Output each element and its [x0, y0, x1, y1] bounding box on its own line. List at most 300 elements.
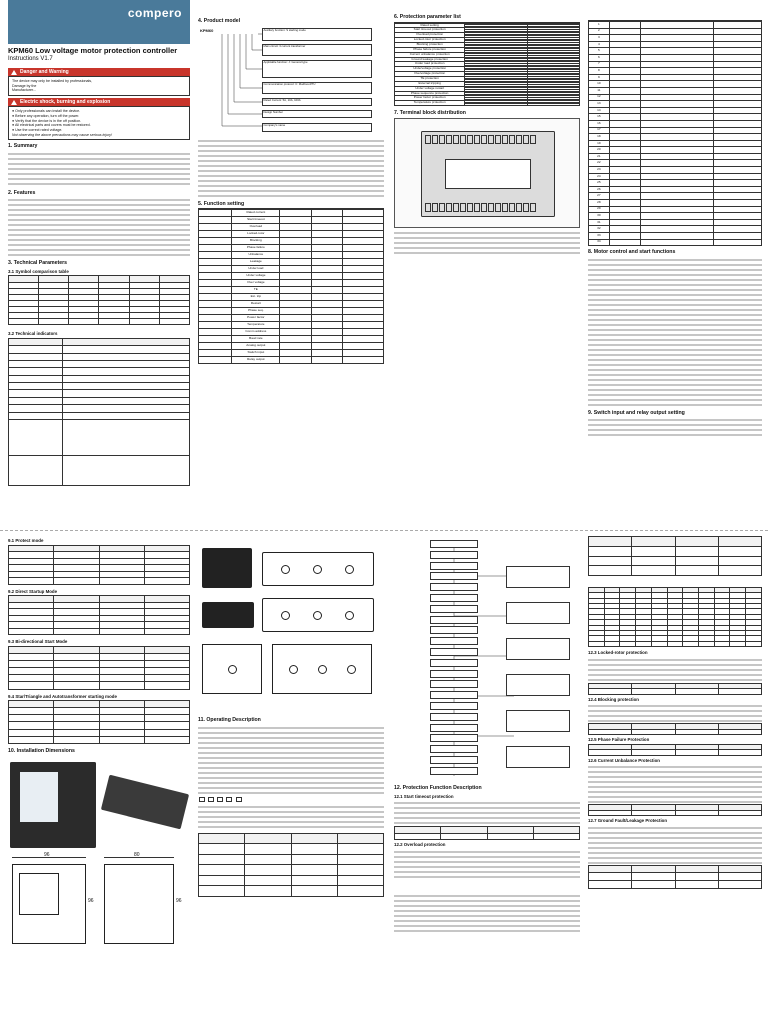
- table-row: [589, 48, 762, 55]
- terminal-screw: [446, 203, 452, 212]
- locked-rotor-text: [588, 657, 762, 683]
- table-row: [589, 153, 762, 160]
- table-row: [199, 252, 384, 259]
- model-label: Applicable function: J: General type: [262, 60, 372, 78]
- terminal-notes-text: [394, 230, 580, 256]
- danger-line: The device may only be installed by professionals,: [12, 79, 93, 84]
- flow-step-box: [430, 540, 478, 548]
- motor-control-text: [588, 257, 762, 407]
- param-row-label: Ground leakage protection: [395, 57, 465, 62]
- installation-dimensions-figure: [8, 756, 190, 956]
- document-title: KPM60 Low voltage motor protection controller: [8, 46, 178, 55]
- param-row-label: External tripping: [395, 81, 465, 86]
- blocking-heading: 12.4 Blocking protection: [588, 696, 639, 702]
- terminal-screw: [530, 203, 536, 212]
- meaning-row-number: 31: [589, 219, 610, 226]
- function-row-label: Leakage: [232, 259, 280, 266]
- flow-step-box: [430, 756, 478, 764]
- electric-line: ● All electrical parts and covers must be restored.: [12, 123, 91, 128]
- flow-step-box: [430, 562, 478, 570]
- section-features-heading: 2. Features: [8, 189, 36, 196]
- meaning-row-number: 34: [589, 239, 610, 246]
- meaning-row-number: 27: [589, 193, 610, 200]
- table-row: [199, 315, 384, 322]
- terminal-screw: [495, 135, 501, 144]
- table-row: [589, 140, 762, 147]
- danger-line: Manufacturer...: [12, 88, 36, 93]
- page-divider: [0, 530, 768, 531]
- terminal-screw: [509, 135, 515, 144]
- electric-line: ● Before any operation, turn off the power.: [12, 114, 80, 119]
- param-row-label: Under load protection: [395, 62, 465, 67]
- front-window-outline: [19, 873, 59, 915]
- ct-photo-2: [202, 602, 254, 628]
- section-motor-control-heading: 8. Motor control and start functions: [588, 249, 676, 256]
- section-terminal-heading: 7. Terminal block distribution: [394, 110, 466, 117]
- meaning-row-number: 2: [589, 28, 610, 35]
- terminal-screw: [523, 135, 529, 144]
- table-row: [589, 180, 762, 187]
- param-row-label: Temperature protection: [395, 101, 465, 106]
- flow-step-box: [430, 691, 478, 699]
- table-row: [589, 74, 762, 81]
- document-subtitle: Instructions V1.7: [8, 56, 53, 63]
- table-row: [199, 266, 384, 273]
- meaning-row-number: 23: [589, 167, 610, 174]
- ground-fault-table: [588, 865, 762, 889]
- terminal-screw: [488, 135, 494, 144]
- flow-side-box: [506, 746, 570, 768]
- flow-step-box: [430, 713, 478, 721]
- terminal-screw: [474, 135, 480, 144]
- model-connector-lines: [198, 26, 262, 136]
- ct-hole: [313, 565, 322, 574]
- middle-column: [198, 0, 384, 364]
- table-row: [199, 259, 384, 266]
- function-row-label: Unbalance: [232, 252, 280, 259]
- table-row: [589, 226, 762, 233]
- param-row-label: Locked-rotor protection: [395, 38, 465, 43]
- ct-hole: [313, 611, 322, 620]
- locked-rotor-heading: 12.3 Locked-rotor protection: [588, 650, 648, 655]
- ct-hole: [228, 665, 237, 674]
- left-column: [8, 0, 190, 486]
- terminal-screw: [432, 135, 438, 144]
- table-row: [589, 233, 762, 240]
- table-row: [589, 35, 762, 42]
- ground-fault-text: [588, 825, 762, 865]
- table-row: [199, 294, 384, 301]
- meaning-row-number: 28: [589, 200, 610, 207]
- terminal-screw: [516, 135, 522, 144]
- danger-box: [8, 76, 190, 96]
- meaning-row-number: 17: [589, 127, 610, 134]
- overload-heading: 12.2 Overload protection: [394, 842, 446, 847]
- meaning-row-number: 19: [589, 140, 610, 147]
- function-row-label: Over voltage: [232, 280, 280, 287]
- ct-hole: [281, 611, 290, 620]
- protect-mode-heading: 9.1 Protect mode: [8, 538, 44, 543]
- section-technical-heading: 3. Technical Parameters: [8, 260, 68, 267]
- blocking-table: [588, 723, 762, 735]
- bidirectional-start-heading: 9.3 Bi-directional Start Mode: [8, 639, 68, 644]
- terminal-screw: [432, 203, 438, 212]
- param-row-label: Phase failure protection: [395, 47, 465, 52]
- meaning-row-number: 9: [589, 74, 610, 81]
- blocking-text: [588, 703, 762, 723]
- terminal-screw: [488, 203, 494, 212]
- model-label: Company's name: [262, 123, 372, 132]
- table-row: [589, 206, 762, 213]
- meaning-row-number: 13: [589, 101, 610, 108]
- meaning-row-number: 22: [589, 160, 610, 167]
- function-row-label: Temperature: [232, 322, 280, 329]
- meaning-row-number: 26: [589, 186, 610, 193]
- phase-failure-table: [588, 744, 762, 756]
- ct-hole: [345, 565, 354, 574]
- electric-warning-bar: [8, 98, 190, 106]
- protect-mode-table: [8, 545, 190, 585]
- terminal-screw: [530, 135, 536, 144]
- direct-startup-table: [8, 595, 190, 635]
- controller-side-photo: [101, 774, 189, 829]
- param-row-label: Start timeout protection: [395, 28, 465, 33]
- protection-parameter-column: [394, 0, 580, 256]
- down-key[interactable]: [217, 797, 223, 802]
- flow-step-box: [430, 680, 478, 688]
- summary-text: [8, 151, 190, 187]
- terminal-screw: [509, 203, 515, 212]
- table-row: [589, 101, 762, 108]
- flow-side-box: [506, 566, 570, 588]
- meaning-row-number: 20: [589, 147, 610, 154]
- star-triangle-heading: 9.4 Star/Triangle and Autotransformer starting mode: [8, 693, 117, 699]
- function-row-label: Analog output: [232, 343, 280, 350]
- function-row-label: Overload: [232, 224, 280, 231]
- table-row: [199, 238, 384, 245]
- param-row-label: Overload protection: [395, 33, 465, 38]
- flow-step-box: [430, 594, 478, 602]
- section-installation-heading: 10. Installation Dimensions: [8, 748, 75, 754]
- param-row-label: Blocking protection: [395, 42, 465, 47]
- meaning-row-number: 3: [589, 35, 610, 42]
- overload-formula: [394, 879, 580, 893]
- bottom-left-column: [8, 536, 190, 956]
- meaning-row-number: 4: [589, 41, 610, 48]
- electric-line: ● Only professionals can install the device.: [12, 109, 81, 114]
- enter-key[interactable]: [226, 797, 232, 802]
- table-row: [199, 245, 384, 252]
- section-protection-description-heading: 12. Protection Function Description: [394, 785, 482, 791]
- flow-step-box: [430, 551, 478, 559]
- key-row: [198, 797, 384, 802]
- table-row: [589, 41, 762, 48]
- warning-icon: [11, 70, 17, 75]
- table-row: [199, 336, 384, 343]
- unbalance-text: [588, 764, 762, 804]
- function-row-label: Comm address: [232, 329, 280, 336]
- flow-side-box: [506, 602, 570, 624]
- table-row: [589, 28, 762, 35]
- meaning-row-number: 5: [589, 48, 610, 55]
- ct-drawing-4: [272, 644, 372, 694]
- terminal-screw: [481, 203, 487, 212]
- terminal-screw: [439, 203, 445, 212]
- key-description-text: [198, 804, 384, 830]
- meaning-row-number: 1: [589, 22, 610, 29]
- table-row: [589, 213, 762, 220]
- table-row: [589, 94, 762, 101]
- protection-flow-diagram: [394, 536, 580, 782]
- model-code: KPM60: [200, 27, 214, 33]
- table-row: [199, 357, 384, 364]
- table-row: [589, 186, 762, 193]
- terminal-screw: [425, 203, 431, 212]
- bottom-flow-column: [394, 536, 580, 933]
- param-row-label: Under voltage restart: [395, 86, 465, 91]
- terminal-screw: [439, 135, 445, 144]
- electric-line: ● Verify that the device is in the off position.: [12, 118, 82, 123]
- current-transformer-figures: [198, 544, 384, 714]
- bottom-middle-column: [198, 536, 384, 897]
- flow-step-box: [430, 734, 478, 742]
- function-row-label: Under load: [232, 266, 280, 273]
- model-label: Communication protocol: C: Modbus-RTU: [262, 82, 372, 94]
- table-row: [589, 134, 762, 141]
- symbol-table: [8, 275, 190, 325]
- controller-front-photo: [10, 762, 96, 848]
- table-row: [199, 308, 384, 315]
- brand-logo: compero: [127, 6, 182, 20]
- table-row: [589, 173, 762, 180]
- ct-hole: [347, 665, 356, 674]
- terminal-row-bottom: [425, 203, 536, 212]
- table-row: [589, 147, 762, 154]
- table-row: [199, 217, 384, 224]
- terminal-screw: [502, 203, 508, 212]
- table-row: [589, 239, 762, 246]
- terminal-screw: [453, 203, 459, 212]
- electric-title: Electric shock, burning and explosion: [20, 99, 111, 106]
- features-text: [8, 197, 190, 257]
- flow-side-box: [506, 638, 570, 660]
- flow-step-box: [430, 583, 478, 591]
- table-row: [589, 87, 762, 94]
- function-row-label: Switch input: [232, 350, 280, 357]
- terminal-screw: [495, 203, 501, 212]
- reset-key[interactable]: [236, 797, 242, 802]
- ground-fault-heading: 12.7 Ground Fault/Leakage Protection: [588, 818, 668, 823]
- ct-hole: [281, 565, 290, 574]
- table-row: [589, 68, 762, 75]
- danger-line: Damage by the: [12, 83, 37, 88]
- table-row: [589, 160, 762, 167]
- symbol-table-heading: 3.1 Symbol comparison table: [8, 268, 69, 274]
- terminal-screw: [453, 135, 459, 144]
- overload-formula-notes: [394, 893, 580, 933]
- flow-side-box: [506, 710, 570, 732]
- locked-rotor-table: [588, 683, 762, 695]
- meaning-row-number: 12: [589, 94, 610, 101]
- terminal-screw: [460, 203, 466, 212]
- function-row-label: Phase failure: [232, 245, 280, 252]
- meaning-row-number: 29: [589, 206, 610, 213]
- function-row-label: Power factor: [232, 315, 280, 322]
- ct-hole: [289, 665, 298, 674]
- terminal-screw: [446, 135, 452, 144]
- operating-text: [198, 725, 384, 795]
- param-row-label: Current unbalance protection: [395, 52, 465, 57]
- right-column: [588, 0, 762, 439]
- meaning-row-number: 18: [589, 134, 610, 141]
- side-outline-drawing: [104, 864, 174, 944]
- ct-note: [198, 536, 384, 544]
- table-row: [199, 329, 384, 336]
- function-row-label: Under voltage: [232, 273, 280, 280]
- section-model-heading: 4. Product model: [198, 18, 241, 24]
- flow-step-box: [430, 659, 478, 667]
- meaning-row-number: 21: [589, 153, 610, 160]
- tech-indicators-table: [8, 338, 190, 486]
- table-row: [589, 54, 762, 61]
- terminal-screw: [467, 203, 473, 212]
- flow-step-box: [430, 637, 478, 645]
- meaning-row-number: 7: [589, 61, 610, 68]
- table-row: [589, 120, 762, 127]
- set-key[interactable]: [199, 797, 205, 802]
- controller-display: [20, 772, 58, 822]
- phase-failure-heading: 12.5 Phase Failure Protection: [588, 737, 650, 742]
- table-row: [589, 22, 762, 29]
- terminal-row-top: [425, 135, 536, 144]
- relay-setting-table: [588, 536, 762, 576]
- flow-step-box: [430, 745, 478, 753]
- model-label: Main circuit: 3 current transformer: [262, 44, 372, 56]
- terminal-screw: [502, 135, 508, 144]
- meaning-row-number: 33: [589, 233, 610, 240]
- ct-photo: [202, 548, 252, 588]
- brand-header: [8, 0, 190, 44]
- flow-step-box: [430, 572, 478, 580]
- section-operating-heading: 11. Operating Description: [198, 717, 261, 723]
- meaning-row-number: 6: [589, 54, 610, 61]
- unbalance-table: [588, 804, 762, 816]
- meaning-row-number: 24: [589, 173, 610, 180]
- terminal-screw: [474, 203, 480, 212]
- danger-title: Danger and Warning: [20, 68, 69, 75]
- wiring-label-panel: [445, 159, 531, 189]
- flow-step-box: [430, 670, 478, 678]
- section-summary-heading: 1. Summary: [8, 143, 38, 150]
- function-row-label: TE: [232, 287, 280, 294]
- start-timeout-text: [394, 800, 580, 826]
- flow-step-box: [430, 648, 478, 656]
- star-triangle-table: [8, 700, 190, 744]
- meaning-row-number: 10: [589, 81, 610, 88]
- curve-caption: [588, 579, 762, 587]
- table-row: [199, 350, 384, 357]
- table-row: [589, 200, 762, 207]
- switch-relay-text: [588, 417, 762, 439]
- terminal-diagram: [394, 118, 580, 228]
- side-height-dimension: 96: [176, 897, 182, 904]
- meaning-row-number: 32: [589, 226, 610, 233]
- flow-step-box: [430, 767, 478, 775]
- direct-startup-heading: 9.2 Direct Startup Mode: [8, 588, 58, 594]
- terminal-screw: [516, 203, 522, 212]
- meaning-table: [588, 20, 762, 246]
- table-row: [589, 81, 762, 88]
- ct-drawing-1: [262, 552, 374, 586]
- overload-text: [394, 849, 580, 879]
- model-label: Auxiliary function: S starting mode: [262, 28, 372, 41]
- ct-drawing-2: [262, 598, 374, 632]
- unbalance-heading: 12.6 Current Unbalance Protection: [588, 757, 660, 763]
- up-key[interactable]: [208, 797, 214, 802]
- param-row-label: Rated setting: [395, 23, 465, 28]
- flow-step-box: [430, 605, 478, 613]
- height-dimension: 96: [88, 897, 94, 904]
- bottom-right-column: [588, 536, 762, 889]
- model-label: Design Number: [262, 110, 372, 118]
- width-dimension: 96: [44, 851, 50, 858]
- electric-box: [8, 106, 190, 140]
- table-row: [199, 301, 384, 308]
- function-row-label: Phase seq.: [232, 308, 280, 315]
- table-row: [589, 193, 762, 200]
- section-function-setting-heading: 5. Function setting: [198, 200, 245, 207]
- table-row: [199, 287, 384, 294]
- param-row-label: Power factor protection: [395, 96, 465, 101]
- depth-dimension: 80: [134, 851, 140, 858]
- table-row: [589, 61, 762, 68]
- tech-indicators-heading: 3.2 Technical indicators: [8, 331, 58, 337]
- table-row: [199, 322, 384, 329]
- terminal-screw: [523, 203, 529, 212]
- table-row: [199, 210, 384, 217]
- table-row: [589, 219, 762, 226]
- function-row-label: Ext. trip: [232, 294, 280, 301]
- function-row-label: Rated current: [232, 210, 280, 217]
- bidirectional-start-table: [8, 646, 190, 690]
- flow-step-box: [430, 626, 478, 634]
- overload-curve-table: [588, 587, 762, 647]
- ct-hole: [345, 611, 354, 620]
- meaning-row-number: 8: [589, 68, 610, 75]
- table-row: [589, 107, 762, 114]
- protection-parameter-table: [394, 22, 580, 107]
- param-row-label: TE protection: [395, 76, 465, 81]
- electric-shock-icon: [11, 100, 17, 105]
- function-setting-table: [198, 208, 384, 364]
- param-row-label: Phase sequence protection: [395, 91, 465, 96]
- operating-flow-table: [198, 833, 384, 897]
- selection-instructions-text: [198, 138, 384, 198]
- table-row: [199, 224, 384, 231]
- start-timeout-heading: 12.1 Start timeout protection: [394, 793, 454, 799]
- terminal-screw: [467, 135, 473, 144]
- ct-drawing-3: [202, 644, 262, 694]
- terminal-screw: [481, 135, 487, 144]
- function-row-label: Baud rate: [232, 336, 280, 343]
- section-switch-relay-heading: 9. Switch input and relay output setting: [588, 409, 685, 416]
- meaning-row-number: 15: [589, 114, 610, 121]
- function-row-label: Restart: [232, 301, 280, 308]
- param-row-label: Undervoltage protection: [395, 67, 465, 72]
- function-row-label: Locked-rotor: [232, 231, 280, 238]
- terminal-screw: [425, 135, 431, 144]
- electric-line: ● Use the correct rated voltage.: [12, 128, 63, 133]
